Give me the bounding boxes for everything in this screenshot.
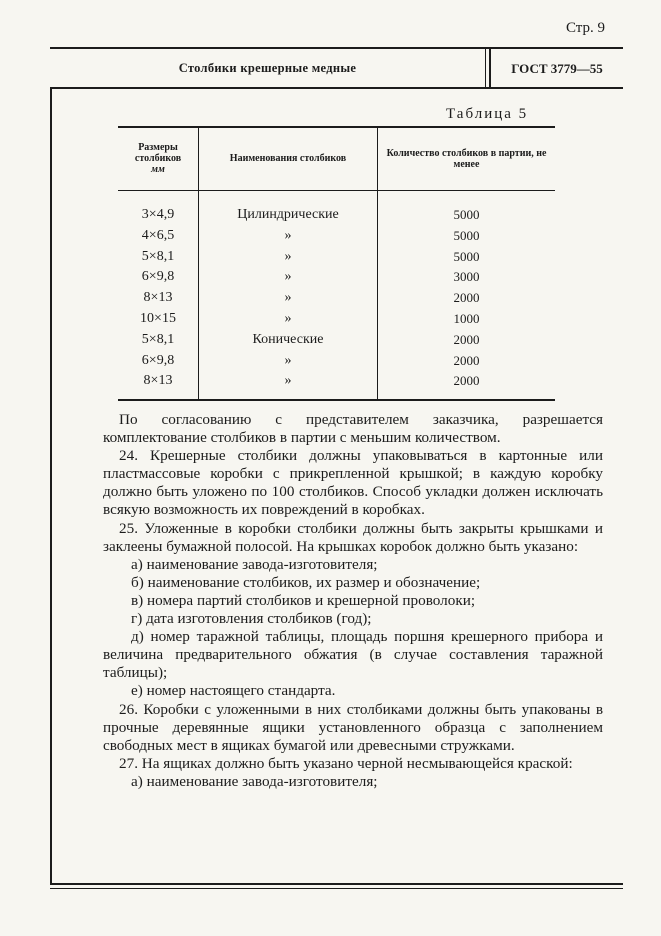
table-row bbox=[118, 353, 555, 374]
table-row bbox=[118, 228, 555, 249]
cell-size: 10×15 bbox=[140, 310, 176, 326]
bottom-rule bbox=[50, 883, 623, 885]
paragraph-26: 26. Коробки с уложенными в них столбиками должны быть упакованы в прочные деревянные ящики установленного образца с заполнением свободных мест в ящиках бумагой или древесными стружками. bbox=[103, 700, 603, 754]
cell-qty: 2000 bbox=[453, 331, 480, 347]
list-item-d: д) номер таражной таблицы, площадь поршня крешерного прибора и величина предварительного обжатия (в случае составления таражной таблицы); bbox=[103, 628, 603, 682]
table-row bbox=[118, 249, 555, 270]
cell-size: 6×9,8 bbox=[141, 352, 175, 368]
header-sizes-label: Размеры столбиков bbox=[134, 142, 182, 164]
cell-name: » bbox=[284, 248, 292, 264]
cell-name: » bbox=[284, 290, 292, 306]
header-quantity: Количество столбиков в партии, не менее bbox=[386, 148, 547, 170]
header-sizes bbox=[118, 142, 198, 175]
cell-name: » bbox=[284, 352, 292, 368]
data-table bbox=[118, 126, 555, 401]
paragraph-27: 27. На ящиках должно быть указано черной несмывающейся краской: bbox=[119, 754, 573, 772]
table-row bbox=[118, 373, 555, 394]
page-header bbox=[50, 47, 623, 89]
cell-qty: 2000 bbox=[453, 290, 480, 306]
header-standard: ГОСТ 3779—55 bbox=[511, 61, 603, 76]
cell-qty: 5000 bbox=[453, 248, 480, 264]
cell-size: 8×13 bbox=[143, 290, 173, 306]
table-row bbox=[118, 332, 555, 353]
page-number: Стр. 9 bbox=[566, 20, 606, 36]
cell-name: » bbox=[284, 373, 292, 389]
list-item-g: г) дата изготовления столбиков (год); bbox=[131, 610, 372, 628]
list-item-v: в) номера партий столбиков и крешерной проволоки; bbox=[131, 591, 476, 609]
table-bottom-rule bbox=[118, 399, 555, 401]
cell-name: » bbox=[284, 269, 292, 285]
cell-size: 5×8,1 bbox=[141, 331, 175, 347]
header-title: Столбики крешерные медные bbox=[178, 61, 357, 75]
table-body bbox=[118, 207, 555, 394]
cell-size: 6×9,8 bbox=[141, 269, 175, 285]
cell-qty: 5000 bbox=[453, 207, 480, 222]
cell-qty: 2000 bbox=[453, 373, 480, 389]
list27-item-a: а) наименование завода-изготовителя; bbox=[131, 772, 378, 790]
cell-qty: 2000 bbox=[453, 352, 480, 368]
cell-qty: 5000 bbox=[453, 227, 480, 243]
cell-qty: 1000 bbox=[453, 310, 480, 326]
paragraph-24: 24. Крешерные столбики должны упаковываться в картонные или пластмассовые коробки с прикрепленной крышкой; в каждую коробку должно быть уложено по 100 столбиков. Способ укладки должен исключать всякую возможность их повреждений в коробках. bbox=[103, 447, 603, 519]
list-item-b: б) наименование столбиков, их размер и обозначение; bbox=[131, 573, 481, 591]
cell-name: Цилиндрические bbox=[237, 207, 339, 222]
paragraph-agreement: По согласованию с представителем заказчика, разрешается комплектование столбиков в партии с меньшим количеством. bbox=[103, 411, 603, 447]
bottom-rule-thin bbox=[50, 888, 623, 889]
cell-size: 8×13 bbox=[143, 373, 173, 389]
table-row bbox=[118, 311, 555, 332]
table-caption: Таблица 5 bbox=[446, 106, 529, 122]
list-item-a: а) наименование завода-изготовителя; bbox=[131, 555, 378, 573]
table-row bbox=[118, 207, 555, 228]
header-sizes-unit: мм bbox=[151, 164, 165, 175]
cell-name: Конические bbox=[252, 331, 324, 347]
table-top-rule bbox=[118, 126, 555, 128]
left-margin-rule bbox=[50, 88, 52, 884]
table-row bbox=[118, 269, 555, 290]
header-divider-thin bbox=[485, 49, 486, 87]
cell-size: 5×8,1 bbox=[141, 248, 175, 264]
table-row bbox=[118, 290, 555, 311]
cell-size: 3×4,9 bbox=[141, 207, 175, 222]
table-header-rule bbox=[118, 190, 555, 191]
list-item-e: е) номер настоящего стандарта. bbox=[131, 682, 336, 700]
cell-name: » bbox=[284, 310, 292, 326]
cell-size: 4×6,5 bbox=[141, 227, 175, 243]
cell-name: » bbox=[284, 227, 292, 243]
cell-qty: 3000 bbox=[453, 269, 480, 285]
header-names: Наименования столбиков bbox=[229, 153, 347, 164]
body-text bbox=[103, 411, 603, 791]
paragraph-25: 25. Уложенные в коробки столбики должны быть закрыты крышками и заклеены бумажной полосой. На крышках коробок должно быть указано: bbox=[103, 519, 603, 555]
